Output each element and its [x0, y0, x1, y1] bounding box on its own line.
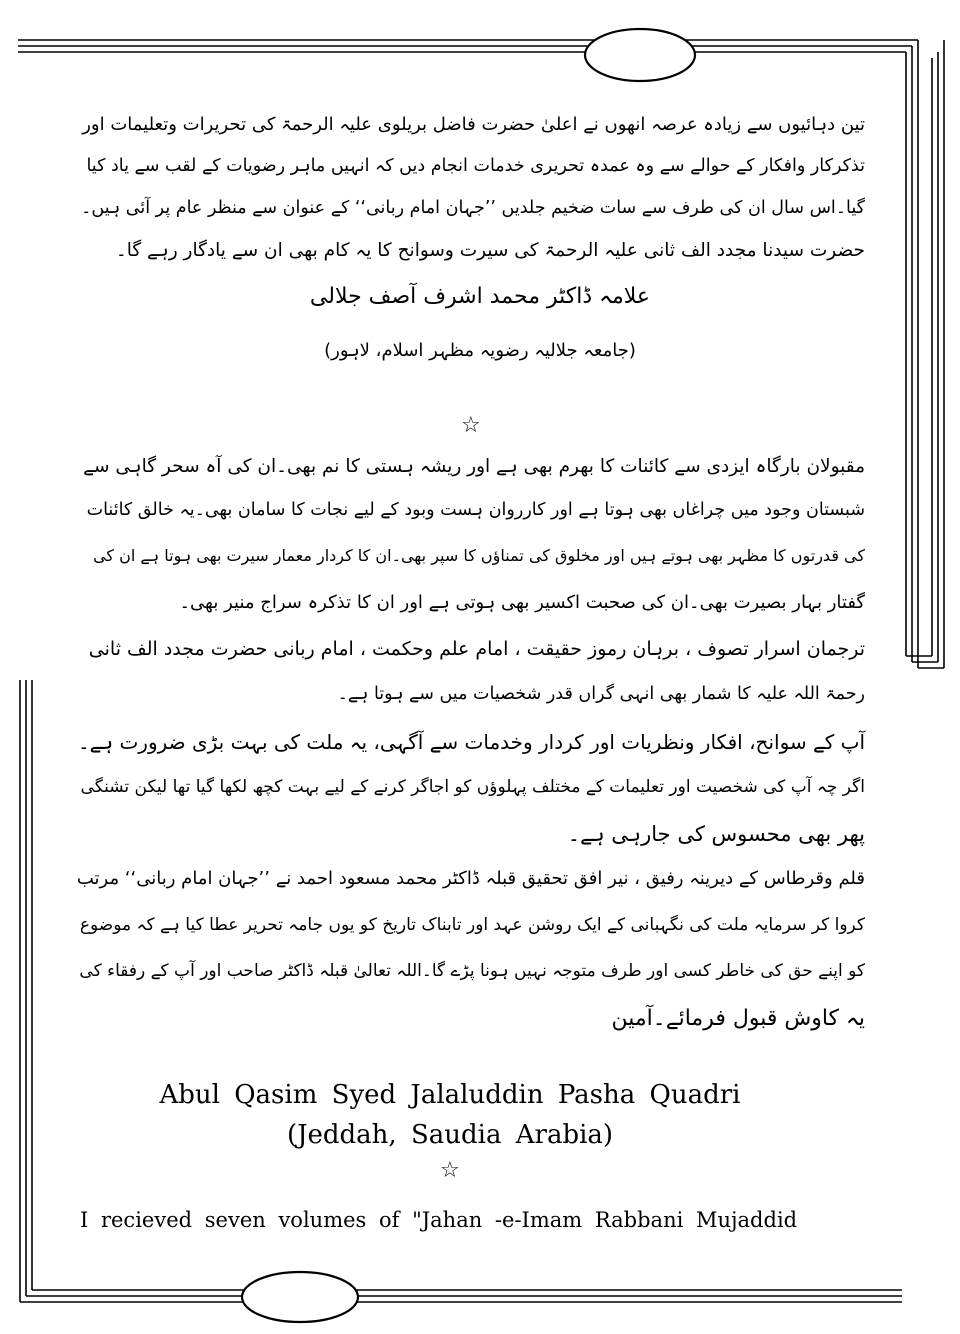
- section2-author-name: Abul Qasim Syed Jalaluddin Pasha Quadri: [159, 1080, 741, 1110]
- text-line: یہ کاوش قبول فرمائے۔آمین: [611, 1006, 865, 1031]
- bottom-oval-ornament: [242, 1272, 358, 1322]
- text-line: مقبولان بارگاہ ایزدی سے کائنات کا بھرم بھی ہے اور ریشہ ہستی کا نم بھی۔ان کی آہ سحر گاہی سے: [83, 456, 865, 477]
- section1-affiliation: (جامعہ جلالیہ رضویہ مظہر اسلام، لاہور): [324, 340, 636, 361]
- text-line: آپ کے سوانح، افکار ونظریات اور کردار وخدمات سے آگہی، یہ ملت کی بہت بڑی ضرورت ہے۔: [77, 730, 865, 754]
- text-line: حضرت سیدنا مجدد الف ثانی علیہ الرحمۃ کی سیرت وسوانح کا یہ کام بھی ان سے یادگار رہے گا۔: [115, 240, 865, 261]
- star-divider-icon: ☆: [440, 1158, 460, 1183]
- text-line: پھر بھی محسوس کی جارہی ہے۔: [567, 822, 865, 846]
- top-oval-ornament: [585, 29, 695, 81]
- text-line: قلم وقرطاس کے دیرینہ رفیق ، نیر افق تحقیق قبلہ ڈاکٹر محمد مسعود احمد نے ’’جہان امام ربانی‘‘ مرتب: [76, 868, 865, 889]
- text-line: رحمۃ اللہ علیہ کا شمار بھی انہی گراں قدر شخصیات میں سے ہوتا ہے۔: [337, 684, 865, 704]
- section1-author: علامہ ڈاکٹر محمد اشرف آصف جلالی: [309, 284, 651, 309]
- text-line: کو اپنے حق کی خاطر کسی اور طرف متوجہ نہیں ہونا پڑے گا۔اللہ تعالیٰ قبلہ ڈاکٹر صاحب اور آپ کے رفقاء کی: [79, 961, 865, 981]
- english-text-line: I recieved seven volumes of "Jahan -e-Imam Rabbani Mujaddid: [80, 1208, 798, 1232]
- text-line: کی قدرتوں کا مظہر بھی ہوتے ہیں اور مخلوق کی تمناؤں کا سپر بھی۔ان کا کردار معمار سیرت بھی ہوتا ہے ان کی: [93, 546, 865, 565]
- text-line: شبستان وجود میں چراغاں بھی ہوتا ہے اور کارروان ہست وبود کے لیے نجات کا سامان بھی۔یہ خالق کائنات: [86, 500, 865, 520]
- text-line: تذکرکار وافکار کے حوالے سے وہ عمدہ تحریری خدمات انجام دیں کہ انہیں ماہر رضویات کے لقب سے یاد کیا: [86, 156, 865, 176]
- text-line: کروا کر سرمایہ ملت کی نگہبانی کے ایک روشن عہد اور تابناک تاریخ کو یوں جامہ تحریر عطا کیا ہے کہ موضوع: [79, 915, 865, 935]
- section2-author-location: (Jeddah, Saudia Arabia): [286, 1120, 614, 1150]
- star-divider-icon: ☆: [461, 413, 481, 438]
- text-line: اگر چہ آپ کی شخصیت اور تعلیمات کے مختلف پہلوؤں کو اجاگر کرنے کے لیے بہت کچھ لکھا گیا تھا لیکن تشنگی: [80, 777, 865, 797]
- text-line: گفتار بہار بصیرت بھی۔ان کی صحبت اکسیر بھی ہوتی ہے اور ان کا تذکرہ سراج منیر بھی۔: [179, 592, 865, 613]
- text-line: تین دہائیوں سے زیادہ عرصہ انھوں نے اعلیٰ حضرت فاضل بریلوی علیہ الرحمۃ کی تحریرات وتعلیمات اور: [82, 114, 865, 135]
- text-line: گیا۔اس سال ان کی طرف سے سات ضخیم جلدیں ’’جہان امام ربانی‘‘ کے عنوان سے منظر عام پر آئی ہیں۔: [81, 198, 865, 218]
- text-line: ترجمان اسرار تصوف ، برہان رموز حقیقت ، امام علم وحکمت ، امام ربانی حضرت مجدد الف ثانی: [88, 638, 865, 660]
